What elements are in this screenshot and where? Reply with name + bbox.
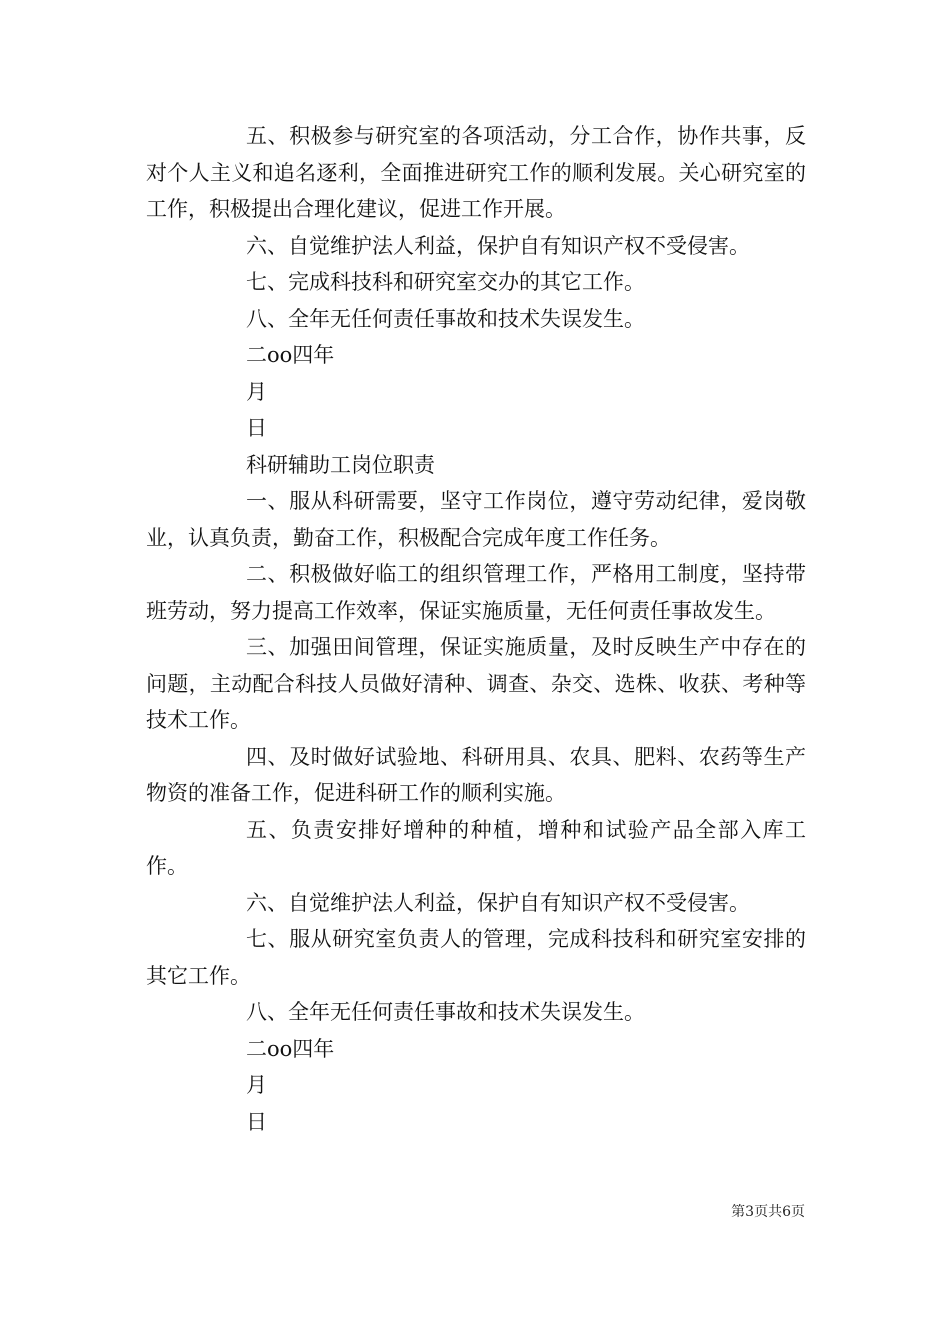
date-year-s1: 二oo四年 bbox=[246, 343, 335, 367]
date-day-s2: 日 bbox=[246, 1109, 267, 1134]
document-body bbox=[146, 118, 806, 1140]
paragraph-s2-5: 五、负责安排好增种的种植，增种和试验产品全部入库工作。 bbox=[146, 817, 806, 878]
date-month-s1: 月 bbox=[246, 379, 267, 404]
paragraph-s1-5: 五、积极参与研究室的各项活动，分工合作，协作共事，反对个人主义和追名逐利，全面推进研究工作的顺利发展。关心研究室的工作，积极提出合理化建议，促进工作开展。 bbox=[146, 124, 806, 221]
page-number: 第3页共6页 bbox=[731, 1204, 805, 1220]
paragraph-s2-3: 三、加强田间管理，保证实施质量，及时反映生产中存在的问题，主动配合科技人员做好清种、调查、杂交、选株、收获、考种等技术工作。 bbox=[146, 635, 806, 732]
paragraph-s2-1: 一、服从科研需要，坚守工作岗位，遵守劳动纪律，爱岗敬业，认真负责，勤奋工作，积极配合完成年度工作任务。 bbox=[146, 489, 806, 550]
paragraph-s1-8: 八、全年无任何责任事故和技术失误发生。 bbox=[246, 306, 645, 331]
paragraph-s1-7: 七、完成科技科和研究室交办的其它工作。 bbox=[246, 270, 645, 294]
paragraph-s2-6: 六、自觉维护法人利益，保护自有知识产权不受侵害。 bbox=[246, 890, 750, 915]
section-title: 科研辅助工岗位职责 bbox=[246, 452, 435, 477]
paragraph-s2-2: 二、积极做好临工的组织管理工作，严格用工制度，坚持带班劳动，努力提高工作效率，保证实施质量，无任何责任事故发生。 bbox=[146, 562, 806, 623]
date-year-s2: 二oo四年 bbox=[246, 1036, 335, 1061]
paragraph-s2-8: 八、全年无任何责任事故和技术失误发生。 bbox=[246, 1000, 645, 1024]
date-month-s2: 月 bbox=[246, 1073, 267, 1097]
paragraph-s2-7: 七、服从研究室负责人的管理，完成科技科和研究室安排的其它工作。 bbox=[146, 927, 806, 988]
paragraph-s2-4: 四、及时做好试验地、科研用具、农具、肥料、农药等生产物资的准备工作，促进科研工作的顺利实施。 bbox=[146, 744, 806, 805]
paragraph-s1-6: 六、自觉维护法人利益，保护自有知识产权不受侵害。 bbox=[246, 233, 750, 258]
date-day-s1: 日 bbox=[246, 416, 267, 440]
